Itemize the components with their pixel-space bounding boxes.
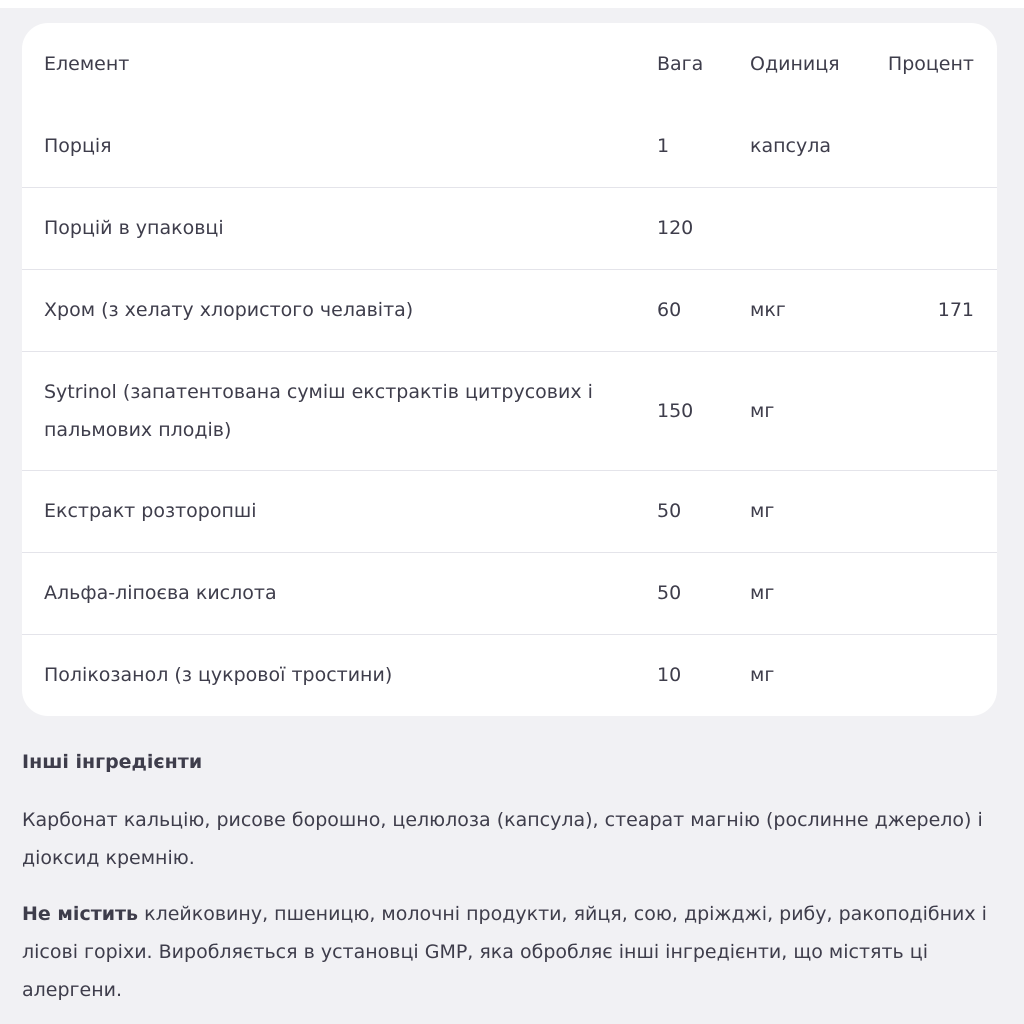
table-row <box>22 187 997 269</box>
cell-name: Екстракт розторопші <box>44 500 257 522</box>
cell-unit: мг <box>750 399 775 422</box>
table-row <box>22 470 997 552</box>
cell-unit: мг <box>750 500 775 522</box>
cell-name: Альфа-ліпоєва кислота <box>44 582 277 604</box>
cell-name: Полікозанол (з цукрової тростини) <box>44 664 393 687</box>
cell-weight: 10 <box>657 664 682 687</box>
table-row <box>22 351 997 470</box>
table-row <box>22 269 997 351</box>
cell-unit: капсула <box>750 134 832 157</box>
cell-name: Порція <box>44 134 112 157</box>
cell-unit: мг <box>750 582 775 604</box>
header-unit: Одиниця <box>750 53 840 75</box>
cell-percent <box>847 351 997 470</box>
cell-weight: 50 <box>657 582 682 604</box>
cell-unit <box>727 187 847 269</box>
table-row <box>22 552 997 634</box>
table-row <box>22 634 997 716</box>
allergens-paragraph <box>22 895 1002 1009</box>
header-element: Елемент <box>44 53 130 75</box>
cell-name: Хром (з хелату хлористого челавіта) <box>44 299 414 321</box>
cell-weight: 150 <box>657 399 694 422</box>
header-weight: Вага <box>657 53 704 75</box>
cell-name: Sytrinol (запатентована суміш екстрактів цитрусових і пальмових плодів) <box>44 380 593 441</box>
table-header-row <box>22 23 997 105</box>
cell-percent <box>847 552 997 634</box>
cell-weight: 120 <box>657 217 694 239</box>
cell-percent <box>847 105 997 187</box>
cell-weight: 50 <box>657 500 682 522</box>
table-row <box>22 105 997 187</box>
other-ingredients-text: Карбонат кальцію, рисове борошно, целюлоза (капсула), стеарат магнію (рослинне джерело) і діоксид кремнію. <box>22 809 983 869</box>
cell-percent: 171 <box>937 299 974 321</box>
nutrition-table-card <box>22 23 997 716</box>
nutrition-table <box>22 23 997 716</box>
cell-unit: мкг <box>750 299 786 321</box>
cell-weight: 1 <box>657 134 670 157</box>
cell-percent <box>847 634 997 716</box>
cell-name: Порцій в упаковці <box>44 217 224 239</box>
cell-percent <box>847 470 997 552</box>
cell-unit: мг <box>750 664 775 687</box>
header-percent: Процент <box>887 53 974 75</box>
top-strip <box>0 0 1024 8</box>
cell-percent <box>847 187 997 269</box>
allergens-text: клейковину, пшеницю, молочні продукти, яйця, сою, дріжджі, рибу, ракоподібних і лісові горіхи. Виробляється в установці GMP, яка обробляє інші інгредієнти, що містять ці алергени. <box>22 903 987 1001</box>
allergens-lead: Не містить <box>22 903 139 925</box>
other-ingredients-heading: Інші інгредієнти <box>22 751 203 773</box>
cell-weight: 60 <box>657 299 682 321</box>
